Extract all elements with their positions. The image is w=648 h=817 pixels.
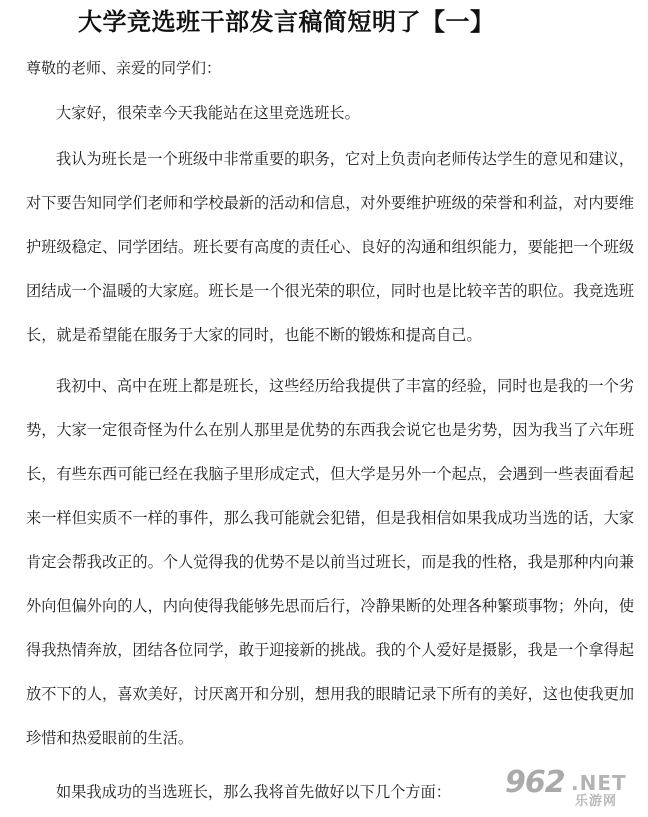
paragraph-role: 我认为班长是一个班级中非常重要的职务，它对上负责向老师传达学生的意见和建议，对下要告知同学们老师和学校最新的活动和信息，对外要维护班级的荣誉和利益，对内要维护班级稳定、同学团结。班长要有高度的责任心、良好的沟通和组织能力，要能把一个班级团结成一个温暖的大家庭。班长是一个很光荣的职位，同时也是比较辛苦的职位。我竞选班长，就是希望能在服务于大家的同时，也能不断的锻炼和提高自己。 — [26, 150, 634, 344]
document-title: 大学竞选班干部发言稿简短明了【一】 — [78, 8, 495, 36]
watermark-domain: .NET — [571, 771, 627, 795]
paragraph-intro: 大家好，很荣幸今天我能站在这里竞选班长。 — [56, 104, 360, 122]
watermark-subtitle: 乐游网 — [575, 794, 618, 809]
paragraph-experience: 我初中、高中在班上都是班长，这些经历给我提供了丰富的经验，同时也是我的一个劣势，大家一定很奇怪为什么在别人那里是优势的东西我会说它也是劣势，因为我当了六年班长，有些东西可能已经在我脑子里形成定式，但大学是另外一个起点，会遇到一些表面看起来一样但实质不一样的事件，那么我可能就会犯错，但是我相信如果我成功当选的话，大家肯定会帮我改正的。个人觉得我的优势不是以前当过班长，而是我的性格，我是那种内向兼外向但偏外向的人，内向使得我能够先思而后行，冷静果断的处理各种繁琐事物；外向，使得我热情奔放，团结各位同学，敢于迎接新的挑战。我的个人爱好是摄影，我是一个拿得起放不下的人，喜欢美好，讨厌离开和分别，想用我的眼睛记录下所有的美好，这也使我更加珍惜和热爱眼前的生活。 — [26, 377, 634, 747]
site-watermark — [505, 765, 641, 812]
paragraph-plan: 如果我成功的当选班长，那么我将首先做好以下几个方面： — [56, 783, 451, 801]
watermark-number: 962 — [505, 765, 565, 800]
greeting-line: 尊敬的老师、亲爱的同学们： — [26, 59, 222, 77]
